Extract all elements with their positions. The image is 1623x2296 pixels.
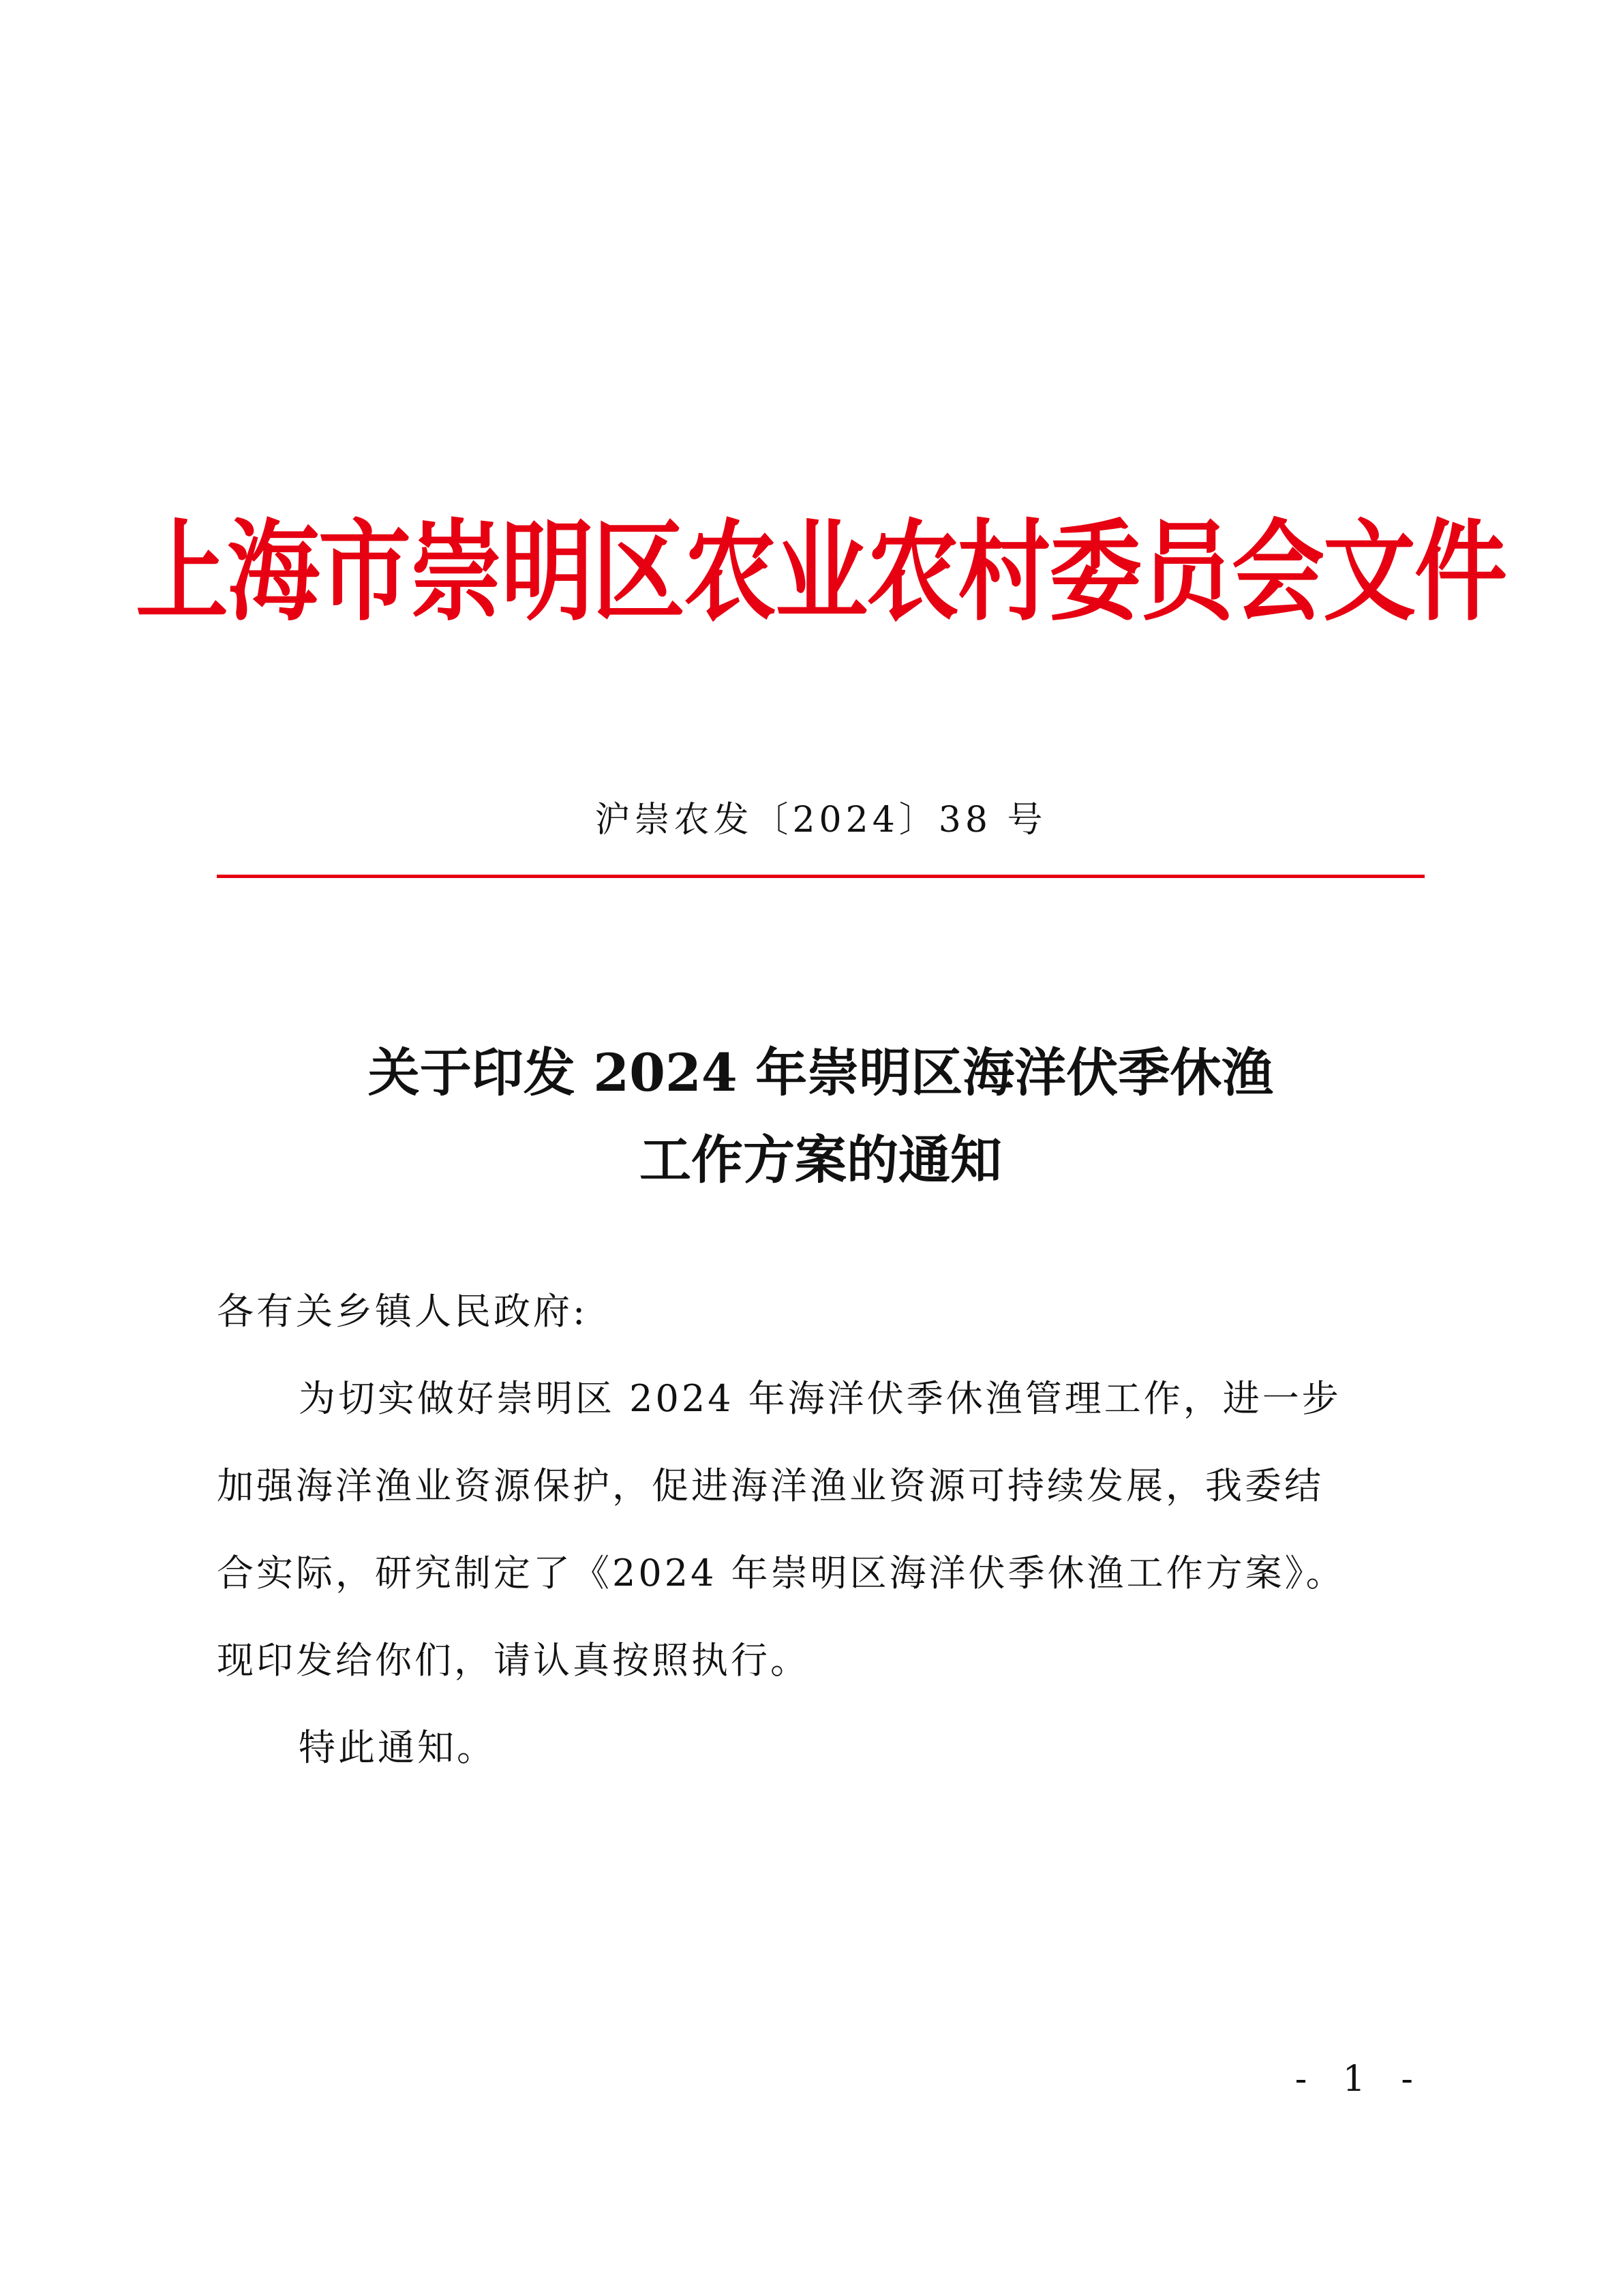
body-line-4: 现印发给你们，请认真按照执行。 — [217, 1639, 810, 1682]
body-line-3: 合实际，研究制定了《2024 年崇明区海洋伏季休渔工作方案》。 — [217, 1552, 1346, 1595]
closing-line: 特此通知。 — [299, 1726, 496, 1769]
body-line-1: 为切实做好崇明区 2024 年海洋伏季休渔管理工作，进一步 — [299, 1377, 1341, 1420]
notice-title-line-2: 工作方案的通知 — [639, 1130, 1002, 1190]
document-number: 沪崇农发〔2024〕38 号 — [594, 800, 1047, 841]
red-divider-line — [217, 875, 1425, 878]
notice-title-line-1: 关于印发 2024 年崇明区海洋伏季休渔 — [367, 1042, 1274, 1103]
notice-title — [217, 1029, 1425, 1204]
salutation: 各有关乡镇人民政府: — [217, 1290, 588, 1333]
body-line-2: 加强海洋渔业资源保护，促进海洋渔业资源可持续发展，我委结 — [217, 1464, 1324, 1507]
masthead-title: 上海市崇明区农业农村委员会文件 — [136, 507, 1506, 637]
notice-body — [217, 1268, 1425, 1792]
page-number: - 1 - — [1294, 2059, 1425, 2100]
